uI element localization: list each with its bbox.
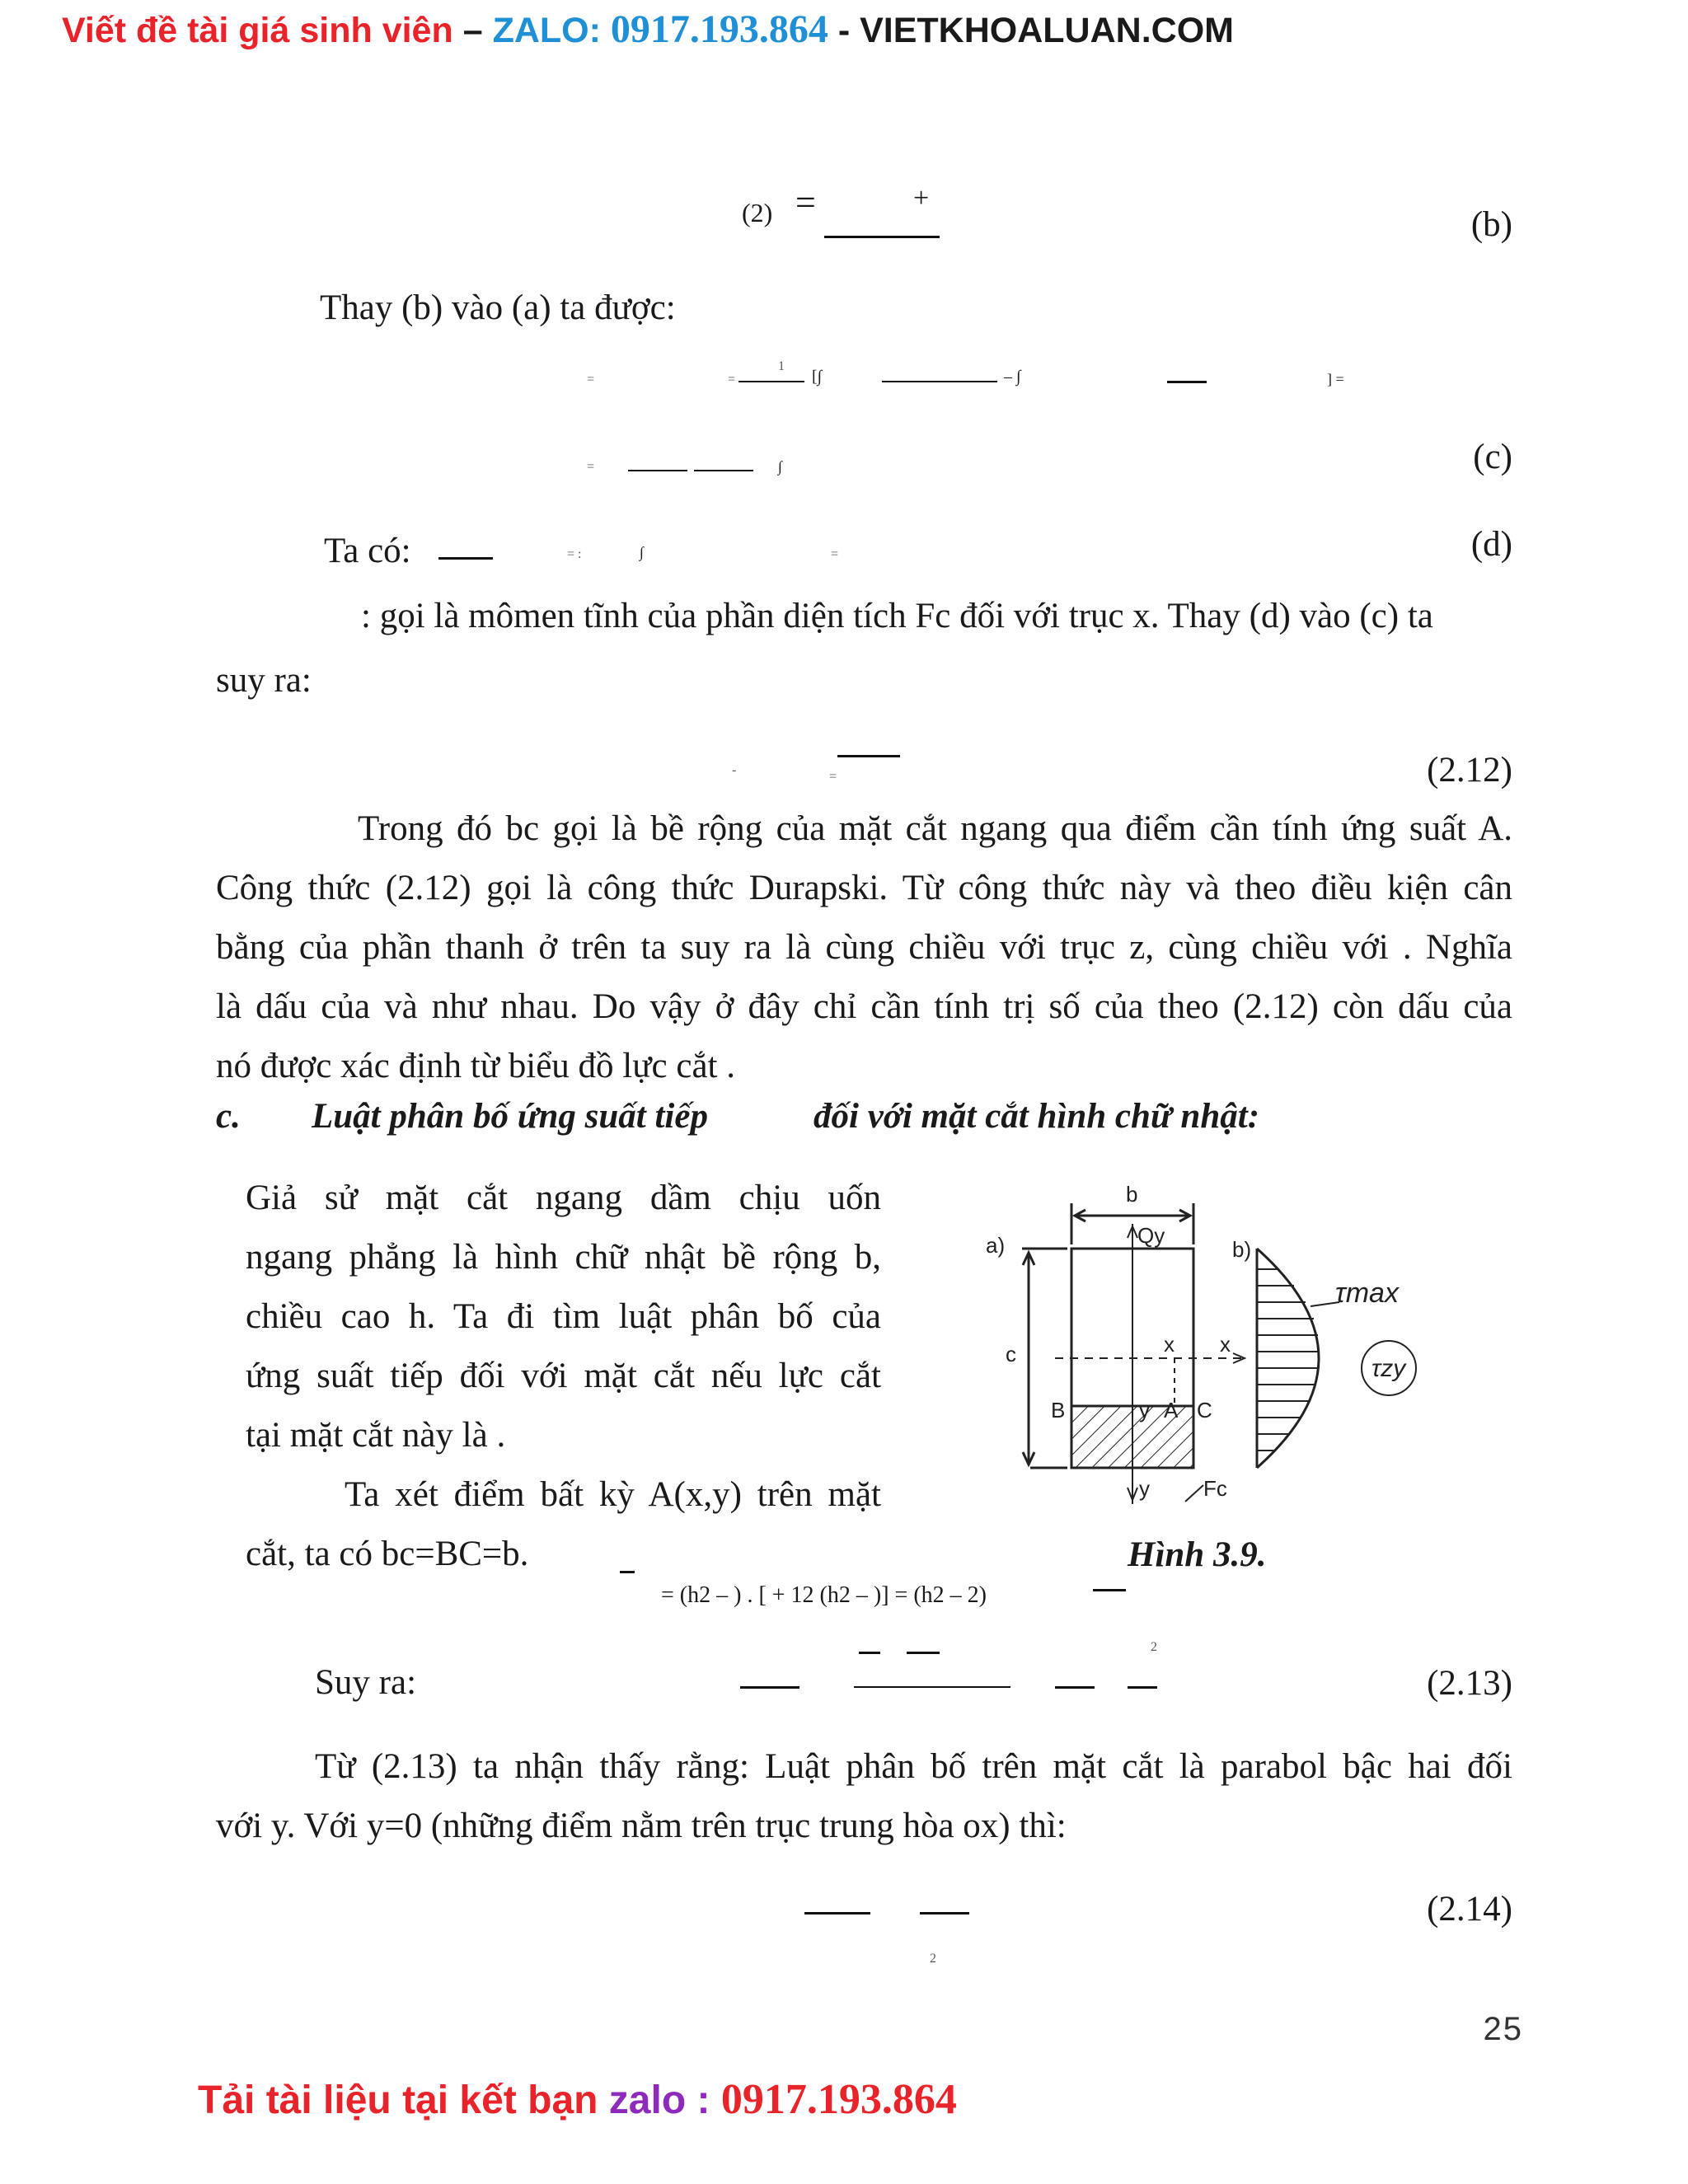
eq-label-c: (c) — [1473, 438, 1512, 476]
label-y-axis: y — [1139, 1476, 1150, 1501]
figure-caption: Hình 3.9. — [1128, 1535, 1267, 1574]
suy-ra-label: Suy ra: — [315, 1663, 417, 1702]
header-text: Viết đề tài giá sinh viên — [62, 11, 453, 50]
label-point-b: B — [1051, 1398, 1066, 1422]
label-a: a) — [986, 1233, 1006, 1258]
label-tau-zy: τzy — [1372, 1355, 1406, 1382]
paragraph-momen-line2: suy ra: — [216, 661, 312, 700]
fraction-bar — [859, 1652, 880, 1654]
fraction-bar — [907, 1652, 940, 1654]
eq-b-lhs: (2) — [742, 198, 773, 227]
section-title: Luật phân bố ứng suất tiếp — [312, 1097, 708, 1136]
eq-label-2-14: (2.14) — [1427, 1890, 1512, 1929]
label-y-inner: y — [1139, 1398, 1150, 1422]
eq-label-d: (d) — [1470, 525, 1512, 564]
fraction-bar — [882, 381, 997, 382]
fraction-bar — [620, 1571, 635, 1573]
eq-label-b: (b) — [1470, 205, 1512, 244]
fraction-bar — [738, 381, 804, 382]
header-zalo: ZALO: — [492, 11, 611, 50]
fraction-bar — [438, 557, 493, 560]
page-number: 25 — [1483, 2011, 1523, 2047]
fraction-bar — [920, 1912, 969, 1915]
paragraph-ta-xet: Ta xét điểm bất kỳ A(x,y) trên mặt cắt, ta có bc=BC=b. — [246, 1475, 881, 1573]
footer-text: Tải tài liệu tại kết bạn — [198, 2079, 609, 2122]
label-qy: Qy — [1137, 1223, 1165, 1248]
label-b-panel: b) — [1232, 1237, 1252, 1262]
parabola-stress-curve — [1257, 1249, 1319, 1468]
header-banner: Viết đề tài giá sinh viên – ZALO: 0917.193.864 - VIETKHOALUAN.COM — [62, 7, 1234, 51]
fraction-bar — [694, 470, 753, 471]
fraction-bar — [854, 1686, 1010, 1688]
paragraph-gia-su: Giả sử mặt cắt ngang dầm chịu uốn ngang phẳng là hình chữ nhật bề rộng b, chiều cao h. Ta đi tìm luật phân bố của ứng suất tiếp đối với mặt cắt nếu lực cắt tại mặt cắt này là . — [246, 1179, 881, 1455]
fraction-bar — [740, 1686, 799, 1689]
figure-3-9 — [973, 1179, 1467, 1508]
ta-co-label: Ta có: — [324, 532, 411, 570]
label-x-axis: x — [1220, 1332, 1231, 1357]
paragraph-thay: Thay (b) vào (a) ta được: — [320, 288, 676, 327]
fraction-bar — [804, 1912, 870, 1915]
fraction-bar — [1055, 1686, 1095, 1689]
footer-zalo: zalo : — [608, 2079, 721, 2122]
label-b-width: b — [1126, 1182, 1138, 1207]
eq-b-plus: + — [913, 183, 930, 213]
paragraph-tu-2-13: Từ (2.13) ta nhận thấy rằng: Luật phân bố trên mặt cắt là parabol bậc hai đối với y. Với y=0 (những điểm nằm trên trục trung hòa ox) thì: — [216, 1747, 1512, 1845]
fraction-bar — [1093, 1589, 1126, 1591]
equation-sx: = (h2 – ) . [ + 12 (h2 – )] = (h2 – 2) — [661, 1582, 987, 1608]
paragraph-trong-do: Trong đó bc gọi là bề rộng của mặt cắt ngang qua điểm cần tính ứng suất A. Công thức (2.12) gọi là công thức Durapski. Từ công thức này và theo điều kiện cân bằng của phần thanh ở trên ta suy ra là cùng chiều với trục z, cùng chiều với . Nghĩa là dấu của và như nhau. Do vậy ở đây chỉ cần tính trị số của theo (2.12) còn dấu của nó được xác định từ biểu đồ lực cắt . — [216, 809, 1512, 1085]
header-phone[interactable]: 0917.193.864 — [610, 7, 828, 51]
label-tau-max: τmax — [1335, 1277, 1399, 1309]
fraction-bar — [628, 470, 687, 471]
section-letter: c. — [216, 1097, 241, 1136]
section-title-rest: đối với mặt cắt hình chữ nhật: — [814, 1097, 1260, 1136]
label-fc: Fc — [1203, 1476, 1227, 1501]
label-c: c — [1006, 1342, 1016, 1366]
eq-label-2-12: (2.12) — [1427, 751, 1512, 790]
fraction-bar — [824, 236, 940, 238]
fraction-bar — [1167, 381, 1207, 383]
footer-banner — [198, 2075, 957, 2124]
label-point-a: A — [1164, 1398, 1179, 1422]
paragraph-momen-line1: : gọi là mômen tĩnh của phần diện tích Fc đối với trục x. Thay (d) vào (c) ta — [361, 597, 1433, 635]
eq-b-equals: = — [795, 182, 816, 223]
footer-phone[interactable]: 0917.193.864 — [720, 2076, 957, 2123]
header-site[interactable]: VIETKHOALUAN.COM — [860, 11, 1234, 50]
fraction-bar — [837, 755, 900, 757]
label-x-inner: x — [1164, 1332, 1175, 1357]
fraction-bar — [1128, 1686, 1157, 1689]
label-point-c: C — [1197, 1398, 1212, 1422]
eq-label-2-13: (2.13) — [1427, 1664, 1512, 1703]
